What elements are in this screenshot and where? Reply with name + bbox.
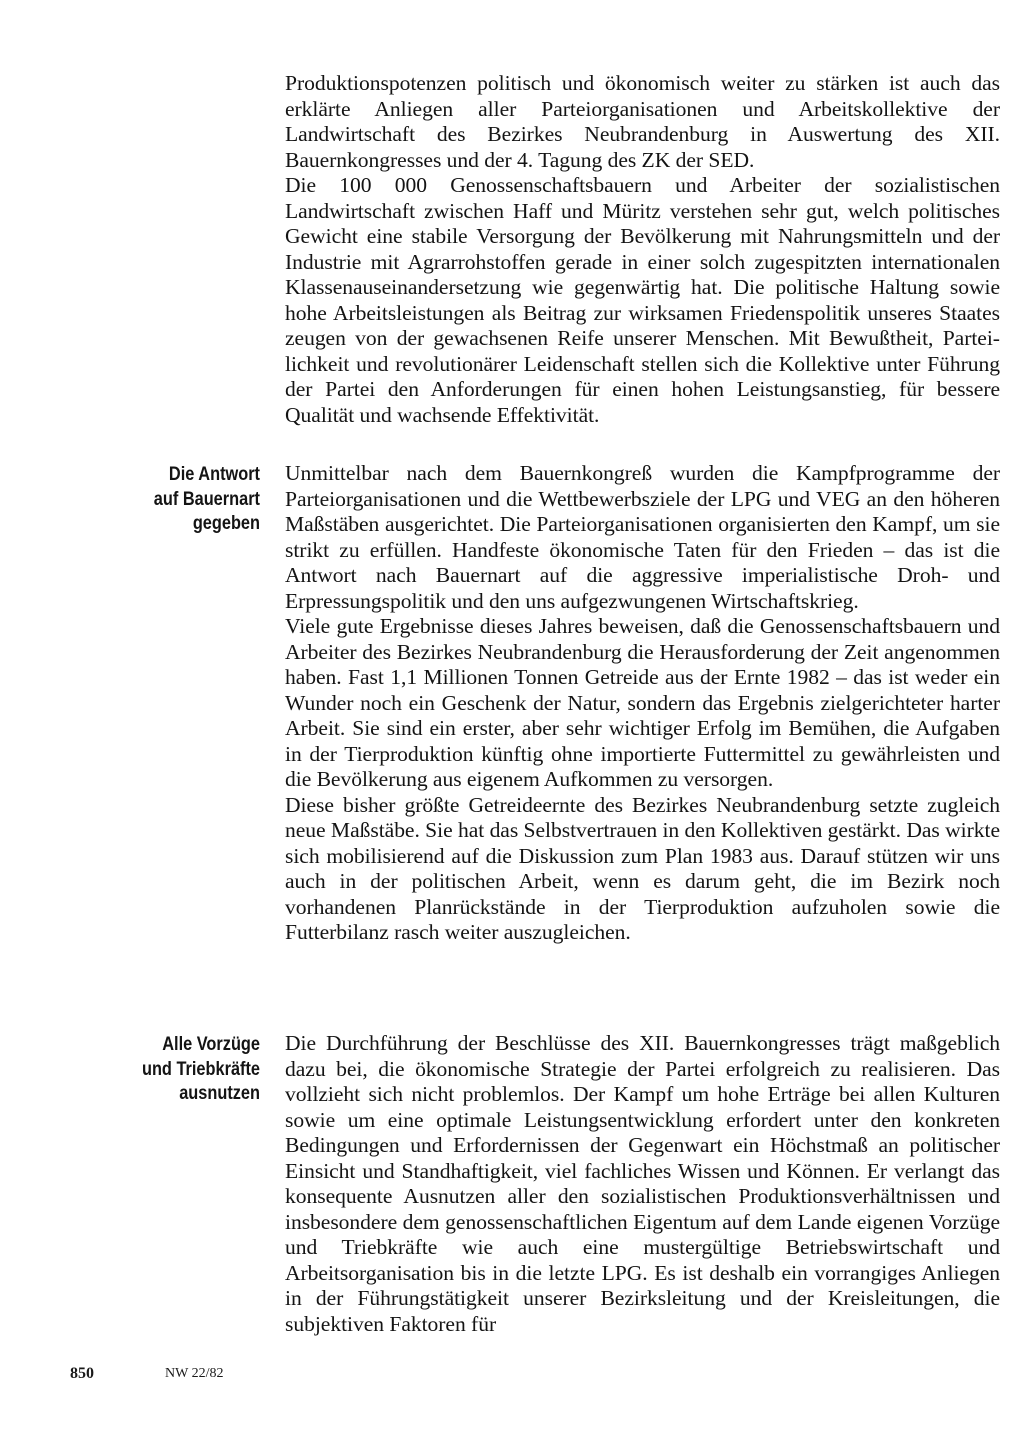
section-vorzuege [285,1031,1000,1337]
paragraph: Diese bisher größte Getreideernte des Bezirkes Neubrandenburg setzte zugleich neue Maßstäbe. Sie hat das Selbstvertrauen in den Kollektiven gestärkt. Das wirkte sich mobilisierend auf die Diskussion zum Plan 1983 aus. Darauf stützen wir uns auch in der politischen Arbeit, wenn es darum geht, die im Bezirk noch vorhandenen Planrückstände in der Tierproduktion aufzuholen sowie die Futterbilanz rasch weiter auszugleichen. [285,792,1000,944]
paragraph: Viele gute Ergebnisse dieses Jahres beweisen, daß die Genossenschaftsbauern und Arbeiter des Bezirkes Neubrandenburg die Herausforderung der Zeit angenommen haben. Fast 1,1 Millionen Tonnen Getreide aus der Ernte 1982 – das ist weder ein Wunder noch ein Geschenk der Natur, sondern das Ergebnis zielgerichteter harter Arbeit. Sie sind ein erster, aber sehr wichtiger Erfolg im Bemühen, die Aufgaben in der Tierproduktion künftig ohne importierte Futtermittel zu gewährleisten und die Bevölkerung aus eigenem Aufkommen zu versorgen. [285,614,1000,791]
section-intro [285,71,1000,428]
journal-issue: NW 22/82 [165,1366,224,1381]
margin-heading-antwort: Die Antwort auf Bauernart gegeben [153,464,260,534]
margin-heading-vorzuege: Alle Vorzüge und Triebkräfte ausnutzen [141,1034,260,1104]
paragraph: Produktionspotenzen politisch und ökonomisch weiter zu stärken ist auch das erklärte Anliegen aller Parteiorganisationen und Arbeitskollektive der Landwirtschaft des Bezirkes Neubrandenburg in Auswertung des XII. Bauernkongresses und der 4. Tagung des ZK der SED. [285,71,1000,172]
page-footer [70,1365,224,1383]
paragraph: Die Durchführung der Beschlüsse des XII. Bauernkongresses trägt maßgeblich dazu bei, die ökonomische Strategie der Partei erfolgreich zu realisieren. Das vollzieht sich nicht problemlos. Der Kampf um hohe Erträge bei allen Kulturen sowie um eine optimale Leistungsentwicklung erfordert unter den konkreten Bedingungen und Erfordernissen der Gegenwart ein Höchstmaß an politischer Einsicht und Standhaftigkeit, viel fachliches Wissen und Können. Er verlangt das konsequente Ausnutzen aller den sozialistischen Produktionsverhältnissen und insbesondere dem genossenschaftlichen Eigentum auf dem Lande eigenen Vorzüge und Triebkräfte wie auch eine mustergültige Betriebswirtschaft und Arbeitsorganisation bis in die letzte LPG. Es ist deshalb ein vorrangiges Anliegen in der Führungstätigkeit unserer Bezirksleitung und der Kreisleitungen, die subjektiven Faktoren für [285,1031,1000,1336]
paragraph: Unmittelbar nach dem Bauernkongreß wurden die Kampfprogramme der Parteiorganisationen und die Wettbewerbsziele der LPG und VEG an den höheren Maßstäben ausgerichtet. Die Parteiorganisationen organisierten den Kampf, um sie strikt zu erfüllen. Handfeste ökonomische Taten für den Frieden – das ist die Antwort nach Bauernart auf die aggressive imperialistische Droh- und Erpressungspolitik und den uns aufgezwungenen Wirtschaftskrieg. [285,461,1000,613]
section-antwort [285,461,1000,946]
page-number: 850 [70,1365,94,1382]
paragraph: Die 100 000 Genossenschaftsbauern und Arbeiter der sozialistischen Landwirtschaft zwischen Haff und Müritz verstehen sehr gut, welch politisches Gewicht eine stabile Versorgung der Bevölkerung mit Nahrungsmitteln und der Industrie mit Agrarrohstoffen gerade in einer solch zugespitzten internationalen Klassenauseinandersetzung wie gegenwärtig hat. Die politische Haltung sowie hohe Arbeitsleistungen als Beitrag zur wirksamen Friedenspolitik unseres Staates zeugen von der gewachsenen Reife unserer Menschen. Mit Bewußtheit, Parteilichkeit und revolutionärer Leidenschaft stellen sich die Kollektive unter Führung der Partei den Anforderungen für einen hohen Leistungsanstieg, für bessere Qualität und wachsende Effektivität. [285,173,1000,427]
